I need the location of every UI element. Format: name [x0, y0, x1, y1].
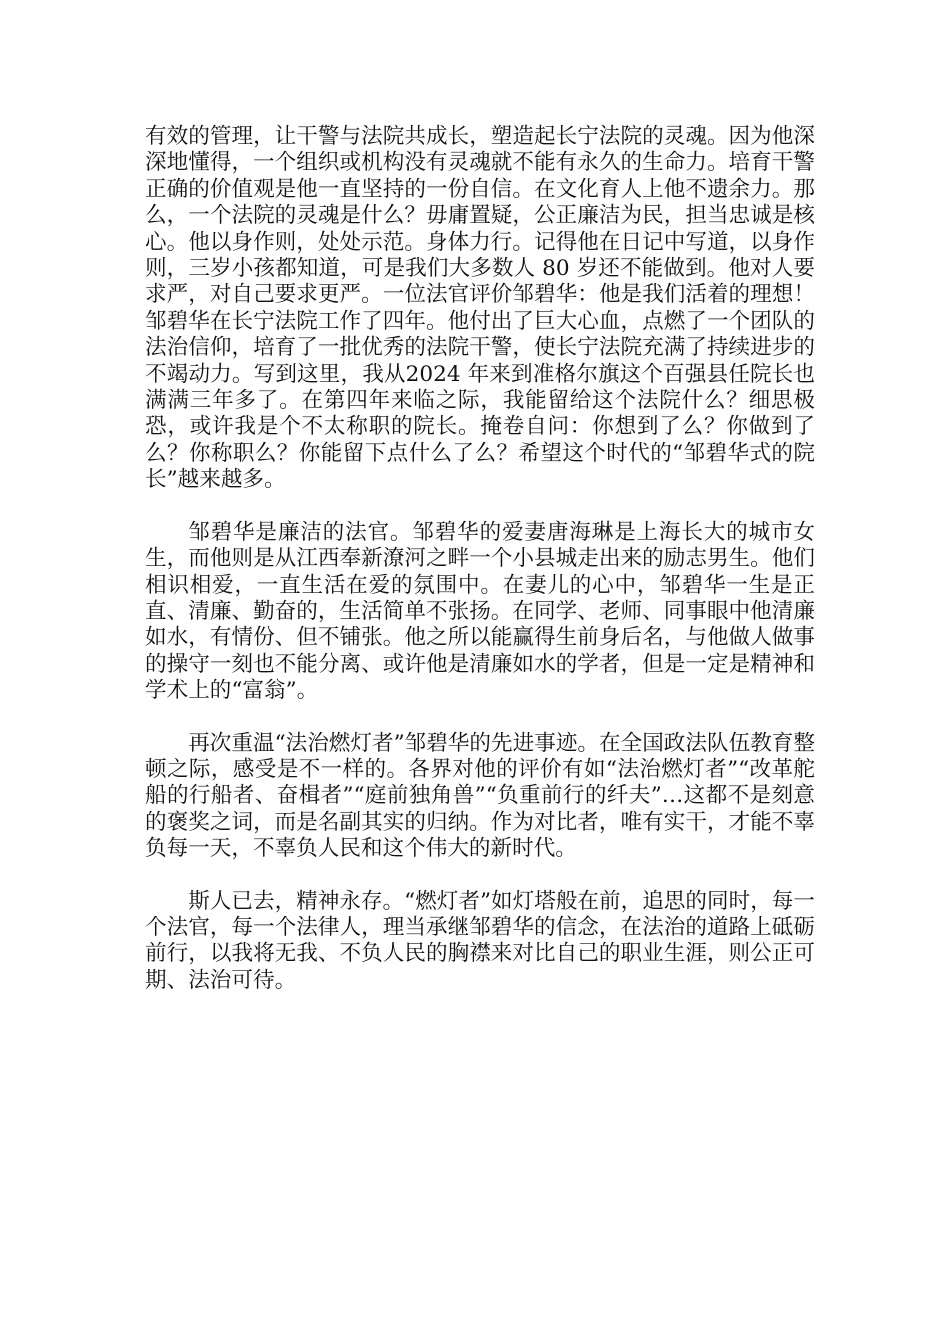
- paragraph-3: 再次重温“法治燃灯者”邹碧华的先进事迹。在全国政法队伍教育整顿之际，感受是不一样的。各界对他的评价有如“法治燃灯者”“改革舵船的行船者、奋楫者”“庭前独角兽”“负重前行的纤夫”…这都不是刻意的褒奖之词，而是名副其实的归纳。作为对比者，唯有实干，才能不辜负每一天，不辜负人民和这个伟大的新时代。: [145, 730, 815, 862]
- paragraph-2: 邹碧华是廉洁的法官。邹碧华的爱妻唐海琳是上海长大的城市女生，而他则是从江西奉新潦河之畔一个小县城走出来的励志男生。他们相识相爱，一直生活在爱的氛围中。在妻儿的心中，邹碧华一生是正直、清廉、勤奋的，生活简单不张扬。在同学、老师、同事眼中他清廉如水，有情份、但不铺张。他之所以能赢得生前身后名，与他做人做事的操守一刻也不能分离、或许他是清廉如水的学者，但是一定是精神和学术上的“富翁”。: [145, 519, 815, 704]
- paragraph-1: 有效的管理，让干警与法院共成长，塑造起长宁法院的灵魂。因为他深深地懂得，一个组织或机构没有灵魂就不能有永久的生命力。培育干警正确的价值观是他一直坚持的一份自信。在文化育人上他不遗余力。那么，一个法院的灵魂是什么？毋庸置疑，公正廉洁为民，担当忠诚是核心。他以身作则，处处示范。身体力行。记得他在日记中写道，以身作则，三岁小孩都知道，可是我们大多数人 80 岁还不能做到。他对人要求严，对自己要求更严。一位法官评价邹碧华：他是我们活着的理想！邹碧华在长宁法院工作了四年。他付出了巨大心血，点燃了一个团队的法治信仰，培育了一批优秀的法院干警，使长宁法院充满了持续进步的不竭动力。写到这里，我从2024 年来到准格尔旗这个百强县任院长也满满三年多了。在第四年来临之际，我能留给这个法院什么？细思极恐，或许我是个不太称职的院长。掩卷自问：你想到了么？你做到了么？你称职么？你能留下点什么了么？希望这个时代的“邹碧华式的院长”越来越多。: [145, 124, 815, 493]
- paragraph-4: 斯人已去，精神永存。“燃灯者”如灯塔般在前，追思的同时，每一个法官，每一个法律人，理当承继邹碧华的信念，在法治的道路上砥砺前行，以我将无我、不负人民的胸襟来对比自己的职业生涯，则公正可期、法治可待。: [145, 888, 815, 993]
- document-body: [145, 124, 815, 1020]
